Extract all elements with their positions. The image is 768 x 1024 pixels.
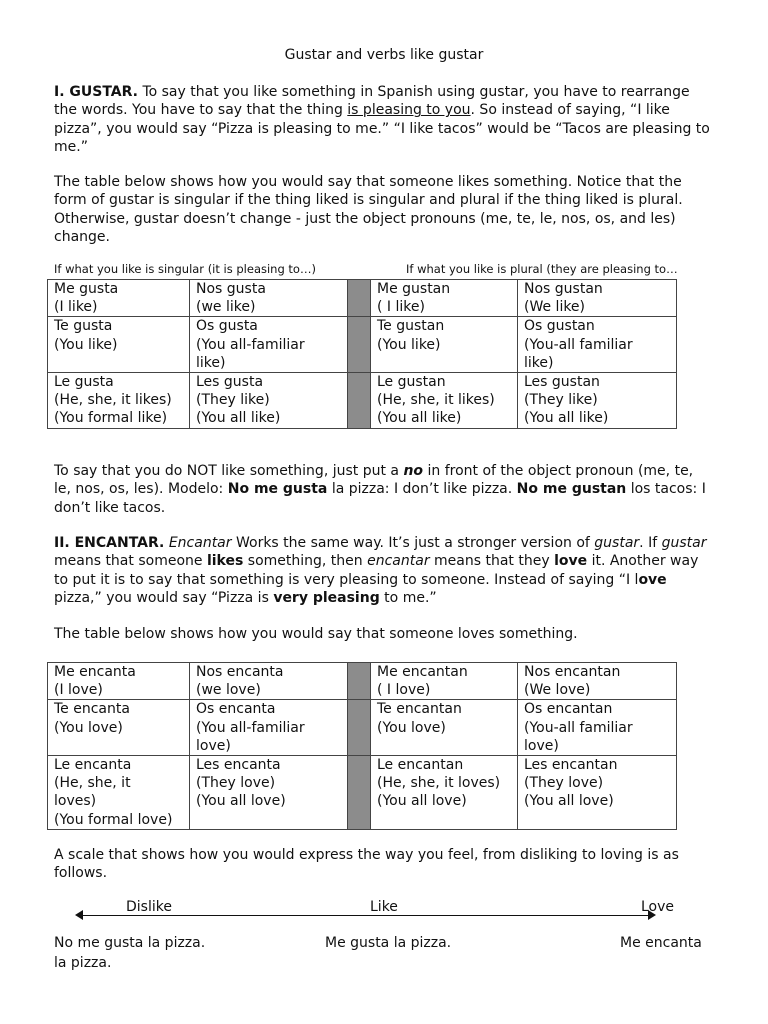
table-cell-line: Le encantan bbox=[377, 757, 464, 774]
table-cell bbox=[190, 756, 348, 830]
table-cell-line: (You all like) bbox=[524, 410, 609, 427]
table-cell bbox=[190, 663, 348, 700]
table-cell-line: ( I love) bbox=[377, 682, 431, 699]
gustar-intro-underline: is pleasing to you bbox=[347, 102, 471, 119]
table-cell-line: (You like) bbox=[377, 336, 441, 353]
encantar-bold: ove bbox=[638, 571, 667, 588]
table-row bbox=[48, 700, 677, 756]
scale-example-love-line1: Me encanta bbox=[620, 935, 702, 951]
table-cell bbox=[371, 756, 518, 830]
table-cell-line: (We love) bbox=[524, 682, 591, 699]
section-1-heading: I. GUSTAR. bbox=[54, 84, 138, 100]
table-cell-line: (He, she, it loves) bbox=[377, 775, 501, 792]
table-cell bbox=[190, 700, 348, 756]
encantar-italic: encantar bbox=[367, 553, 430, 570]
table-cell-line: Me encantan bbox=[377, 664, 468, 680]
scale-label-love: Love bbox=[641, 899, 675, 915]
scale-label-dislike: Dislike bbox=[126, 899, 172, 915]
encantar-text: means that someone bbox=[54, 553, 207, 570]
table-cell-line: Les encantan bbox=[524, 757, 618, 774]
table-cell bbox=[48, 280, 190, 317]
table-divider-column bbox=[348, 317, 371, 373]
table-cell-line: Les gusta bbox=[196, 374, 264, 391]
negation-example-2: No me gustan bbox=[516, 481, 627, 498]
table-cell-line: (You all like) bbox=[196, 410, 281, 427]
table-cell-line: (We like) bbox=[524, 299, 586, 316]
table-cell-line: Me encanta bbox=[54, 664, 136, 680]
table-cell-line: (They love) bbox=[524, 775, 604, 792]
table-cell-line: Nos gustan bbox=[524, 281, 603, 297]
table-cell bbox=[371, 317, 518, 373]
encantar-text: . If bbox=[639, 535, 662, 551]
table-cell-line: (You all love) bbox=[524, 793, 614, 810]
table-cell bbox=[518, 756, 677, 830]
table-cell-line: (They like) bbox=[196, 392, 270, 409]
table-cell bbox=[48, 317, 190, 373]
scale-axis-line bbox=[78, 915, 652, 916]
table-cell-line: (They like) bbox=[524, 392, 598, 409]
negation-no-word: no bbox=[403, 463, 424, 479]
table-cell-line: (You-all familiar bbox=[524, 336, 633, 353]
table-cell bbox=[518, 663, 677, 700]
negation-text: in front of the object pronoun (me, te, le, nos, os, les). Modelo: bbox=[54, 463, 694, 498]
table-cell-line: (we like) bbox=[196, 299, 256, 316]
encantar-text: to me.” bbox=[379, 589, 437, 606]
encantar-text: means that they bbox=[429, 553, 555, 570]
table-cell-line: Nos encantan bbox=[524, 664, 621, 680]
negation-paragraph bbox=[54, 462, 714, 517]
table-cell bbox=[190, 280, 348, 317]
table-cell bbox=[48, 756, 190, 830]
negation-text: la pizza: I don’t like pizza. bbox=[327, 481, 517, 498]
table-cell-line: (He, she, it likes) bbox=[54, 392, 172, 409]
encantar-table bbox=[47, 662, 677, 830]
gustar-table-explanation: The table below shows how you would say that someone likes something. Notice that the form of gustar is singular if the thing liked is singular and plural if the thing liked is plural. Otherwise, gustar doesn’t change - just the object pronouns (me, te, le, nos, os, and les) change. bbox=[54, 174, 683, 245]
table-cell-line: (You formal like) bbox=[54, 410, 168, 427]
encantar-table-explanation: The table below shows how you would say that someone loves something. bbox=[54, 626, 578, 642]
table-cell-line: like) bbox=[196, 354, 226, 371]
encantar-text: pizza,” you would say “Pizza is bbox=[54, 589, 274, 606]
table-row bbox=[48, 280, 677, 317]
gustar-intro-text-b: . So instead of saying, “I like pizza”, you would say “Pizza is pleasing to me.” “I like tacos” would be “Tacos are pleasing to me.” bbox=[54, 102, 710, 155]
table-divider-column bbox=[348, 280, 371, 317]
table-cell-line: Les gustan bbox=[524, 374, 600, 391]
table-cell-line: (You all love) bbox=[377, 793, 467, 810]
table-cell-line: (You all like) bbox=[377, 410, 462, 427]
table-cell-line: (He, she, it likes) bbox=[377, 392, 495, 409]
table-cell-line: (You-all familiar bbox=[524, 719, 633, 736]
table-cell-line: ( I like) bbox=[377, 299, 425, 316]
table-cell-line: Os gusta bbox=[196, 318, 258, 335]
scale-arrow-right-icon bbox=[648, 910, 656, 920]
table-cell bbox=[190, 373, 348, 429]
table-row bbox=[48, 373, 677, 429]
table-cell bbox=[518, 700, 677, 756]
table-cell-line: love) bbox=[524, 737, 559, 754]
scale-arrow-left-icon bbox=[75, 910, 83, 920]
table-cell-line: (You all-familiar bbox=[196, 336, 305, 353]
table-cell-line: Os encanta bbox=[196, 701, 276, 718]
table-cell bbox=[371, 663, 518, 700]
table-cell-line: like) bbox=[524, 354, 554, 371]
table-cell-line: Te gustan bbox=[377, 318, 445, 335]
scale-example-love-line2: la pizza. bbox=[54, 955, 112, 971]
table-cell bbox=[48, 700, 190, 756]
table-row bbox=[48, 756, 677, 830]
encantar-italic: Encantar bbox=[168, 535, 232, 551]
table-cell-line: Le encanta bbox=[54, 757, 132, 774]
table-cell bbox=[371, 700, 518, 756]
encantar-bold: love bbox=[554, 553, 588, 570]
table-cell-line: (we love) bbox=[196, 682, 261, 699]
negation-text: los tacos: I don’t like tacos. bbox=[54, 481, 706, 516]
table-cell-line: (You all love) bbox=[196, 793, 286, 810]
table-divider-column bbox=[348, 756, 371, 830]
table-cell bbox=[371, 373, 518, 429]
table-cell bbox=[518, 280, 677, 317]
table-row bbox=[48, 317, 677, 373]
table-divider-column bbox=[348, 663, 371, 700]
table-cell-line: Nos encanta bbox=[196, 664, 284, 680]
table-cell bbox=[190, 317, 348, 373]
table-divider-column bbox=[348, 700, 371, 756]
table-cell-line: (You all-familiar bbox=[196, 719, 305, 736]
table-cell bbox=[48, 663, 190, 700]
table-cell-line: (You love) bbox=[54, 719, 123, 736]
table-cell-line: Te gusta bbox=[54, 318, 113, 335]
table-cell-line: Os gustan bbox=[524, 318, 595, 335]
table-cell-line: Le gusta bbox=[54, 374, 114, 391]
scale-example-dislike: No me gusta la pizza. bbox=[54, 935, 206, 951]
table-cell-line: (He, she, it bbox=[54, 775, 131, 792]
table-cell-line: (You like) bbox=[54, 336, 118, 353]
encantar-bold: likes bbox=[206, 553, 244, 570]
table-cell-line: loves) bbox=[54, 793, 97, 810]
gustar-intro-paragraph bbox=[54, 83, 714, 156]
encantar-intro-paragraph bbox=[54, 534, 714, 607]
caption-singular: If what you like is singular (it is pleasing to…) bbox=[54, 262, 316, 276]
table-cell-line: Me gustan bbox=[377, 281, 451, 297]
gustar-table bbox=[47, 279, 677, 429]
table-cell bbox=[518, 373, 677, 429]
table-cell-line: Le gustan bbox=[377, 374, 446, 391]
page-title: Gustar and verbs like gustar bbox=[284, 47, 484, 63]
table-cell-line: Te encanta bbox=[54, 701, 130, 718]
table-cell-line: Me gusta bbox=[54, 281, 119, 297]
gustar-intro-text-a: To say that you like something in Spanish using gustar, you have to rearrange the words. You have to say that the thing bbox=[54, 84, 690, 119]
encantar-text: Works the same way. It’s just a stronger version of bbox=[231, 535, 595, 551]
table-cell-line: Os encantan bbox=[524, 701, 613, 718]
table-cell-line: love) bbox=[196, 737, 231, 754]
table-cell-line: (You formal love) bbox=[54, 811, 173, 828]
table-cell-line: Les encanta bbox=[196, 757, 281, 774]
encantar-italic: gustar bbox=[661, 535, 707, 551]
encantar-italic: gustar bbox=[594, 535, 640, 551]
table-cell-line: (You love) bbox=[377, 719, 446, 736]
table-cell bbox=[371, 280, 518, 317]
encantar-bold: very pleasing bbox=[273, 589, 380, 606]
caption-plural: If what you like is plural (they are pleasing to… bbox=[406, 262, 678, 276]
table-cell bbox=[518, 317, 677, 373]
scale-example-like: Me gusta la pizza. bbox=[325, 935, 452, 951]
encantar-text: something, then bbox=[243, 553, 368, 570]
negation-text: To say that you do NOT like something, just put a bbox=[54, 463, 404, 479]
negation-example-1: No me gusta bbox=[227, 481, 328, 498]
scale-label-like: Like bbox=[370, 899, 398, 915]
encantar-text: it. Another way to put it is to say that something is very pleasing to someone. Instead of saying “I l bbox=[54, 553, 699, 588]
table-cell-line: (I like) bbox=[54, 299, 98, 316]
table-row bbox=[48, 663, 677, 700]
section-2-heading: II. ENCANTAR. bbox=[54, 535, 165, 551]
table-cell-line: (I love) bbox=[54, 682, 103, 699]
table-cell-line: (They love) bbox=[196, 775, 276, 792]
table-cell-line: Te encantan bbox=[377, 701, 462, 718]
scale-intro-paragraph: A scale that shows how you would express the way you feel, from disliking to loving is as follows. bbox=[54, 847, 679, 882]
table-divider-column bbox=[348, 373, 371, 429]
table-cell bbox=[48, 373, 190, 429]
table-cell-line: Nos gusta bbox=[196, 281, 266, 297]
